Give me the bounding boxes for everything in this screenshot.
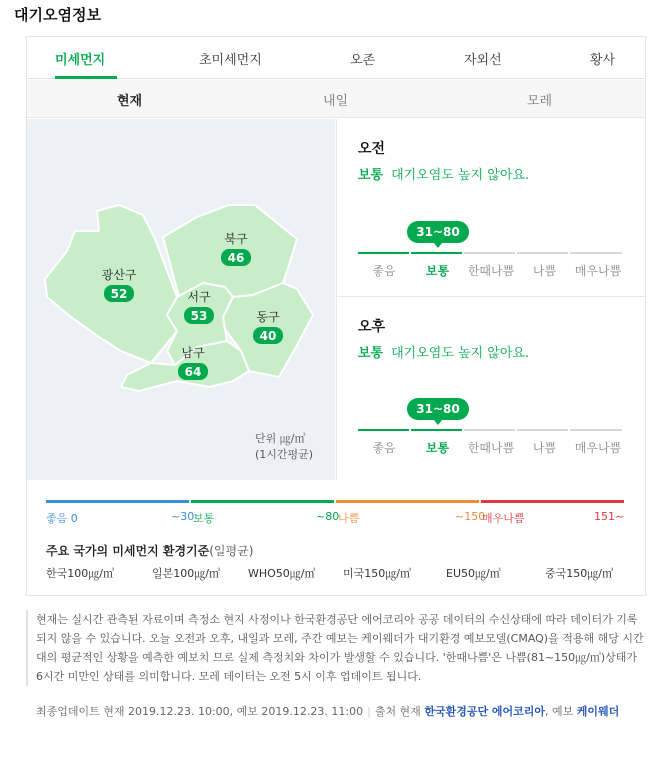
pm-grade: 보통 [358,346,384,361]
map-unit-note: (1시간평균) [255,448,314,461]
tab-fine-dust[interactable]: 미세먼지 [55,53,106,68]
am-grade-partly-bad: 한때나쁨 [467,264,515,278]
district-name-buk: 북구 [224,232,248,246]
scale-label-normal: 보통 [193,512,215,525]
pm-bubble-tip [434,420,442,425]
scale-bar [46,500,624,503]
pm-grade-partly-bad: 한때나쁨 [467,441,515,455]
district-name-dong: 동구 [256,310,280,324]
update-divider: | [367,705,371,718]
standard-china: 중국150㎍/㎥ [545,567,613,580]
forecast-divider [336,296,645,297]
scale-end-very-bad: 151~ [594,510,625,523]
pm-grade-bad: 나쁨 [532,441,557,455]
district-value-dong: 40 [259,329,277,343]
pm-gauge-seg-bad [517,429,568,431]
tab-day-after-tomorrow[interactable]: 모레 [527,94,553,109]
scale-bar-very-bad [481,500,624,503]
am-bubble-tip [434,243,442,248]
standard-japan: 일본100㎍/㎥ [152,567,220,580]
district-value-seo: 53 [190,309,208,323]
map-svg [27,119,335,480]
update-time: 최종업데이트 현재 2019.12.23. 10:00, 예보 2019.12.23. 11:00 [36,705,364,718]
scale-end-good: ~30 [171,510,195,523]
tab-uv[interactable]: 자외선 [464,53,502,68]
scale-label-good: 좋음 0 [46,512,78,525]
pm-range-bubble: 31~80 [407,398,469,420]
am-gauge-seg-normal [411,252,462,254]
day-tabs [27,80,645,118]
scale-bar-good [46,500,189,503]
district-shapes [45,205,313,391]
tab-ozone[interactable]: 오존 [350,53,376,68]
pm-message: 대기오염도 높지 않아요. [391,346,530,361]
pm-grade-good: 좋음 [372,441,396,455]
am-grade-very-bad: 매우나쁨 [574,264,622,278]
am-grade-gauge [358,252,624,279]
page-title: 대기오염정보 [14,6,101,24]
district-area-gwangsan [45,205,177,363]
standards-title: 주요 국가의 미세먼지 환경기준(일평균) [46,544,254,558]
scale-end-bad: ~150 [455,510,486,523]
data-notice: 현재는 실시간 관측된 자료이며 측정소 현지 사정이나 한국환경공단 에어코리아 공공 데이터의 수신상태에 따라 데이터가 기록되지 않을 수 있습니다. 오늘 오전과 오후, 내일과 모레, 주간 예보는 케이웨더가 대기환경 예보모델(CMAQ)을 적용해 해당 시간대의 평균적인 상황을 예측한 예보치 므로 실제 측정치와 차이가 발생할 수 있습니다. '한때나쁨'은 나쁨(81~150㎍/㎥)상태가 6시간 미만인 상태를 의미합니다. 모레 데이터는 오전 5시 이후 업데이트 됩니다. [26,610,646,686]
district-name-nam: 남구 [181,346,205,360]
map-unit [255,431,313,463]
am-grade: 보통 [358,168,384,183]
am-grade-normal: 보통 [425,264,450,278]
scale-label-bad: 나쁨 [338,512,360,525]
standard-korea: 한국100㎍/㎥ [46,567,114,580]
pm-gauge-seg-partly-bad [464,429,515,431]
am-gauge-seg-very-bad [570,252,622,254]
am-gauge-seg-good [358,252,409,254]
am-gauge-seg-bad [517,252,568,254]
standard-usa: 미국150㎍/㎥ [343,567,411,580]
map-unit-label: 단위 ㎍/㎥ [255,432,306,445]
scale-label-very-bad: 매우나쁨 [482,512,525,525]
pm-grade-gauge [358,429,624,456]
district-name-gwangsan: 광산구 [101,268,137,282]
pm-grade-very-bad: 매우나쁨 [574,441,622,455]
scale-end-normal: ~80 [316,510,340,523]
scale-bar-bad [336,500,479,503]
pm-label: 오후 [358,319,386,335]
tab-yellow-dust[interactable]: 황사 [590,53,616,68]
am-grade-good: 좋음 [372,264,396,278]
tab-ultrafine-dust[interactable]: 초미세먼지 [199,53,262,68]
tab-tomorrow[interactable]: 내일 [323,94,349,109]
source-mid: , 예보 [545,705,574,718]
district-value-gwangsan: 52 [110,287,128,301]
pm-gauge-seg-very-bad [570,429,622,431]
am-status [358,164,529,183]
source-airkorea-link[interactable]: 한국환경공단 에어코리아 [424,705,546,718]
district-value-nam: 64 [184,365,202,379]
pm-grade-normal: 보통 [425,441,450,455]
pm-gauge-seg-normal [411,429,462,431]
standard-eu: EU50㎍/㎥ [446,567,501,580]
update-info [36,702,636,721]
pm-status [358,342,529,361]
am-gauge-seg-partly-bad [464,252,515,254]
active-tab-indicator [55,76,117,79]
am-range-bubble: 31~80 [407,221,469,243]
standard-who: WHO50㎍/㎥ [248,567,316,580]
pm-gauge-seg-good [358,429,409,431]
district-map [27,119,335,480]
am-label: 오전 [358,141,386,157]
am-message: 대기오염도 높지 않아요. [391,168,530,183]
district-name-seo: 서구 [187,290,211,304]
source-kweather-link[interactable]: 케이웨더 [576,705,620,718]
am-grade-bad: 나쁨 [532,264,557,278]
pollutant-tabs [27,37,645,79]
district-value-buk: 46 [227,251,245,265]
source-prefix: 출처 현재 [374,705,421,718]
scale-bar-normal [191,500,334,503]
tab-today[interactable]: 현재 [117,94,143,109]
